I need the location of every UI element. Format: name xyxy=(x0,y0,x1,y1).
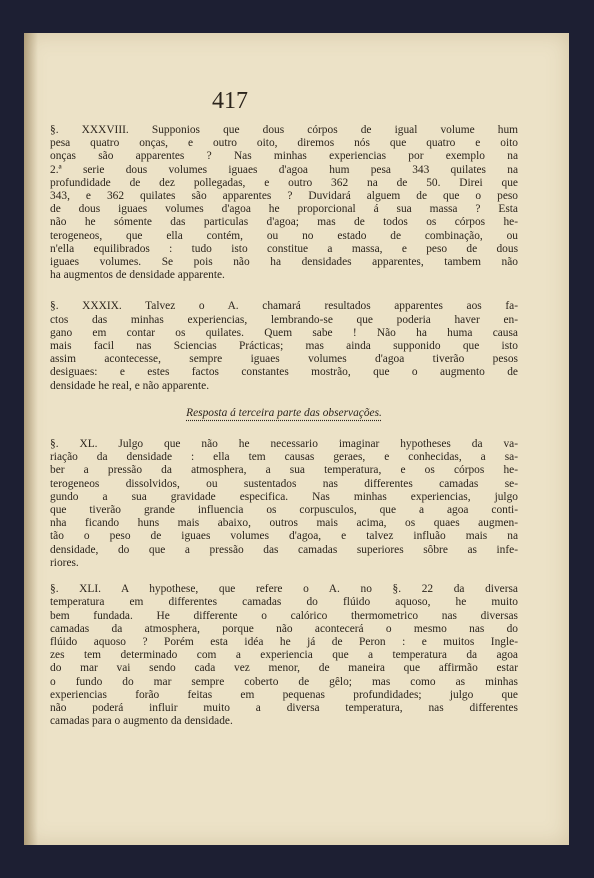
text-line: não he sómente das particulas d'agoa; mas de todos os córpos he- xyxy=(50,216,518,229)
text-line: o fundo do mar sempre coberto de gêlo; mas como as minhas xyxy=(50,675,518,688)
text-line: ctos das minhas experiencias, lembrando-se que poderia haver en- xyxy=(50,313,518,326)
text-line: ha augmentos de densidade apparente. xyxy=(50,269,225,282)
text-line: camadas da atmosphera, porque não acontecerá o mesmo nas do xyxy=(50,622,518,635)
text-line: terogeneos dissolvidos, ou sustentados nas differentes camadas se- xyxy=(50,477,518,490)
section-heading: Resposta á terceira parte das observações. xyxy=(186,406,382,419)
text-line: riores. xyxy=(50,556,79,569)
text-line: não poderá influir muito a diversa temperatura, nas differentes xyxy=(50,701,518,714)
page-number: 417 xyxy=(212,88,248,114)
text-line: densidade he real, e não apparente. xyxy=(50,379,210,392)
text-line: densidade, do que a pressão das camadas superiores sôbre as infe- xyxy=(50,543,518,556)
section-xxxix xyxy=(50,300,518,392)
text-line: zes tem determinado com a experiencia que a temperatura da agoa xyxy=(50,649,518,662)
book-page xyxy=(24,33,569,845)
text-line: gundo a sua gravidade especifica. Nas minhas experiencias, julgo xyxy=(50,490,518,503)
text-line: n'ella equilibrados : tudo isto constitue a massa, e peso de dous xyxy=(50,242,518,255)
section-xxxviii xyxy=(50,124,518,282)
text-line: gano em contar os quilates. Quem sabe ! Não ha huma causa xyxy=(50,326,518,339)
text-line: nha ficando huns mais abaixo, outros mais acima, os quaes augmen- xyxy=(50,517,518,530)
text-line: 343, e 362 quilates são apparentes ? Duvidará alguem de que o peso xyxy=(50,190,518,203)
text-line: ber a pressão da atmosphera, a sua temperatura, e os córpos he- xyxy=(50,464,518,477)
text-line: pesa quatro onças, e outro oito, diremos nós que quatro e oito xyxy=(50,137,518,150)
section-xli xyxy=(50,583,518,728)
text-line: bem fundada. He differente o calórico thermometrico nas diversas xyxy=(50,609,518,622)
text-line: onças são apparentes ? Nas minhas experiencias por exemplo na xyxy=(50,150,518,163)
text-line: desiguaes: e estes factos constantes mostrão, que o augmento de xyxy=(50,366,518,379)
text-line: de dous iguaes volumes d'agoa he proporcional á sua massa ? Esta xyxy=(50,203,518,216)
page-content xyxy=(50,124,518,728)
section-xl xyxy=(50,438,518,570)
text-line: experiencias forão feitas em pequenas profundidades; julgo que xyxy=(50,688,518,701)
text-line: tão o peso de iguaes volumes d'agoa, e talvez influão mais na xyxy=(50,530,518,543)
text-line: mais facil nas Sciencias Prácticas; mas ainda supponido que isto xyxy=(50,340,518,353)
text-line: §. XXXIX. Talvez o A. chamará resultados apparentes aos fa- xyxy=(50,300,518,313)
text-line: §. XL. Julgo que não he necessario imaginar hypotheses da va- xyxy=(50,438,518,451)
text-line: temperatura em differentes camadas do flúido aquoso, he muito xyxy=(50,596,518,609)
text-line: do mar vai sendo cada vez menor, de maneira que affirmão estar xyxy=(50,662,518,675)
text-line: riação da densidade : ella tem causas geraes, e conhecidas, a sa- xyxy=(50,451,518,464)
text-line: assim acontecesse, sempre iguaes volumes d'agoa tiverão pesos xyxy=(50,353,518,366)
text-line: iguaes volumes. Se pois não ha densidades apparentes, tambem não xyxy=(50,256,518,269)
text-line: profundidade de dez pollegadas, e outro 362 na de 50. Direi que xyxy=(50,176,518,189)
page-gutter-shadow xyxy=(24,33,38,845)
text-line: 2.ª serie dous volumes iguaes d'agoa hum pesa 343 quilates na xyxy=(50,163,518,176)
text-line: §. XLI. A hypothese, que refere o A. no §. 22 da diversa xyxy=(50,583,518,596)
text-line: flúido aquoso ? Porém esta idéa he já de Peron : e muitos Ingle- xyxy=(50,635,518,648)
text-line: camadas para o augmento da densidade. xyxy=(50,715,233,728)
text-line: que tiverão grande influencia os corpusculos, que a agoa conti- xyxy=(50,504,518,517)
text-line: §. XXXVIII. Supponios que dous córpos de igual volume hum xyxy=(50,124,518,136)
text-line: terogeneos, que ella contém, ou no estado de combinação, ou xyxy=(50,229,518,242)
